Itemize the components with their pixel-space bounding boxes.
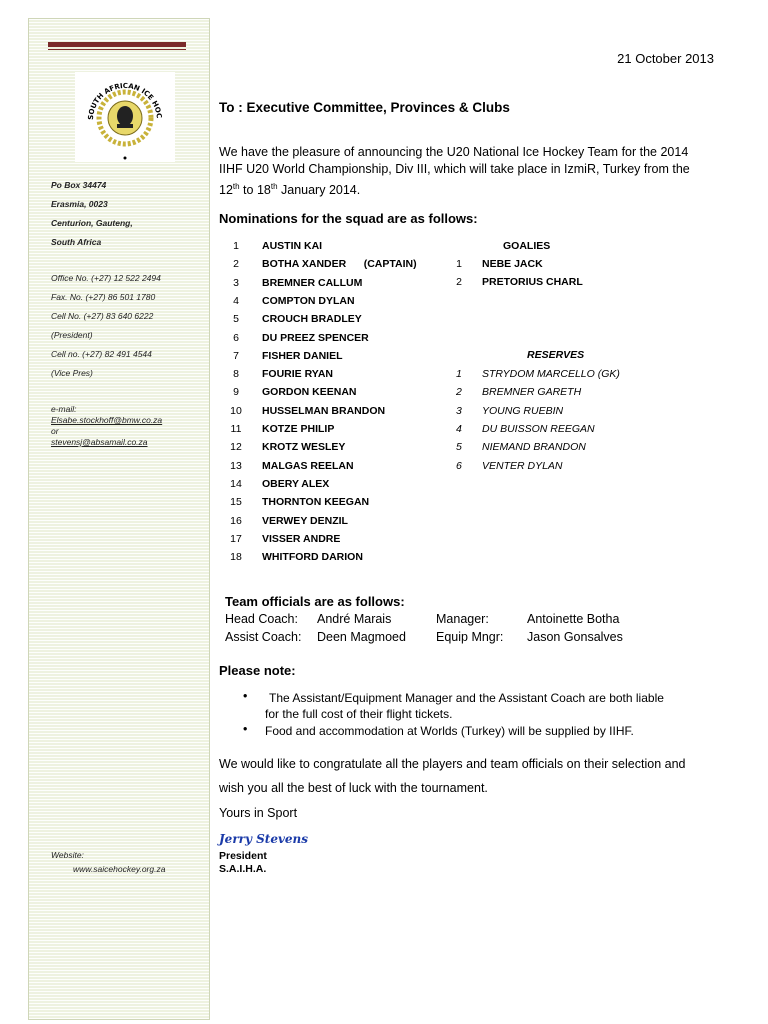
signatory-org: S.A.I.H.A. bbox=[219, 863, 267, 875]
squad-number: 15 bbox=[230, 496, 242, 509]
reserve-number: 4 bbox=[456, 422, 462, 435]
reserve-number: 1 bbox=[456, 368, 462, 380]
contact-line: (Vice Pres) bbox=[51, 368, 93, 378]
email-or: or bbox=[51, 426, 59, 436]
recipient-line: To : Executive Committee, Provinces & Clubs bbox=[219, 100, 510, 115]
ordinal-suffix: th bbox=[270, 182, 278, 191]
reserve-number: 5 bbox=[456, 441, 462, 454]
squad-player-name: WHITFORD DARION bbox=[262, 551, 363, 564]
yours-in-sport: Yours in Sport bbox=[219, 806, 298, 820]
note-1-line-2: for the full cost of their flight tickets. bbox=[265, 707, 453, 721]
squad-number: 10 bbox=[230, 404, 242, 417]
address-line: South Africa bbox=[51, 237, 102, 247]
letter-date: 21 October 2013 bbox=[617, 51, 714, 66]
association-logo bbox=[75, 72, 175, 162]
letterhead-bar-thin bbox=[48, 49, 186, 50]
nominations-heading: Nominations for the squad are as follows: bbox=[219, 211, 478, 226]
squad-number: 16 bbox=[230, 514, 242, 527]
squad-player-name: THORNTON KEEGAN bbox=[262, 496, 370, 509]
squad-player-name: HUSSELMAN BRANDON bbox=[262, 404, 386, 417]
head-coach-name: André Marais bbox=[317, 612, 392, 626]
reserve-name: YOUNG RUEBIN bbox=[482, 404, 564, 417]
reserve-name: NIEMAND BRANDON bbox=[482, 441, 586, 454]
manager-label: Manager: bbox=[436, 612, 489, 626]
squad-number: 11 bbox=[230, 423, 242, 435]
sidebar-website bbox=[51, 848, 165, 876]
squad-number: 4 bbox=[233, 294, 239, 307]
contact-line: (President) bbox=[51, 330, 93, 340]
intro-line: IIHF U20 World Championship, Div III, which will take place in IzmiR, Turkey from the bbox=[219, 162, 690, 176]
goalie-number: 1 bbox=[456, 258, 462, 270]
bullet-icon: • bbox=[243, 722, 248, 736]
closing-line: wish you all the best of luck with the tournament. bbox=[219, 781, 488, 795]
equip-manager-label: Equip Mngr: bbox=[436, 630, 504, 644]
equip-manager-name: Jason Gonsalves bbox=[527, 630, 623, 644]
date-tail: January 2014. bbox=[277, 183, 361, 198]
email-link-2[interactable]: stevensj@absamail.co.za bbox=[51, 437, 148, 447]
squad-player-name: FOURIE RYAN bbox=[262, 368, 333, 381]
signatory-title: President bbox=[219, 850, 267, 862]
assist-coach-label: Assist Coach: bbox=[225, 630, 302, 644]
goalie-name: NEBE JACK bbox=[482, 258, 543, 270]
manager-name: Antoinette Botha bbox=[527, 612, 620, 626]
squad-player-name: FISHER DANIEL bbox=[262, 349, 343, 362]
officials-heading: Team officials are as follows: bbox=[225, 594, 405, 609]
website-link[interactable]: www.saicehockey.org.za bbox=[73, 864, 166, 874]
intro-paragraph bbox=[219, 144, 719, 199]
assist-coach-name: Deen Magmoed bbox=[317, 630, 406, 644]
squad-number: 7 bbox=[233, 349, 239, 362]
squad-number: 2 bbox=[233, 258, 239, 271]
reserve-name: VENTER DYLAN bbox=[482, 459, 563, 472]
intro-line-3 bbox=[219, 178, 719, 199]
squad-number: 1 bbox=[233, 240, 239, 252]
contact-line: Cell No. (+27) 83 640 6222 bbox=[51, 311, 154, 321]
address-line: Centurion, Gauteng, bbox=[51, 218, 133, 228]
contact-line: Cell no. (+27) 82 491 4544 bbox=[51, 349, 152, 359]
squad-number: 6 bbox=[233, 331, 239, 344]
address-line: Po Box 34474 bbox=[51, 180, 107, 190]
note-heading: Please note: bbox=[219, 663, 296, 678]
date-mid: to 18 bbox=[239, 183, 271, 198]
goalies-heading: GOALIES bbox=[503, 240, 551, 252]
reserve-name: STRYDOM MARCELLO (GK) bbox=[482, 368, 620, 380]
sidebar-contacts bbox=[51, 269, 161, 383]
letterhead-bar bbox=[48, 42, 186, 47]
squad-player-name: COMPTON DYLAN bbox=[262, 294, 355, 307]
head-coach-label: Head Coach: bbox=[225, 612, 298, 626]
squad-number: 3 bbox=[233, 276, 239, 289]
contact-line: Office No. (+27) 12 522 2494 bbox=[51, 273, 161, 283]
squad-number: 5 bbox=[233, 313, 239, 326]
squad-player-name: CROUCH BRADLEY bbox=[262, 313, 362, 326]
sidebar-address bbox=[51, 176, 133, 252]
reserve-number: 3 bbox=[456, 404, 462, 417]
squad-player-name: GORDON KEENAN bbox=[262, 386, 357, 399]
squad-number: 8 bbox=[233, 368, 239, 381]
squad-player-name: DU PREEZ SPENCER bbox=[262, 331, 369, 344]
squad-player-name: MALGAS REELAN bbox=[262, 459, 354, 472]
squad-player-name: BREMNER CALLUM bbox=[262, 276, 363, 289]
squad-player-name: KOTZE PHILIP bbox=[262, 423, 335, 435]
closing-line: We would like to congratulate all the players and team officials on their selection and bbox=[219, 757, 686, 771]
sidebar-email bbox=[51, 404, 162, 448]
ordinal-suffix: th bbox=[232, 182, 240, 191]
squad-number: 13 bbox=[230, 459, 242, 472]
reserve-name: BREMNER GARETH bbox=[482, 386, 582, 399]
address-line: Erasmia, 0023 bbox=[51, 199, 108, 209]
intro-line: We have the pleasure of announcing the U20 National Ice Hockey Team for the 2014 bbox=[219, 145, 689, 159]
squad-player-name: VERWEY DENZIL bbox=[262, 514, 348, 527]
svg-text:SOUTH AFRICAN ICE HOCKEY ASSOC: SOUTH AFRICAN ICE HOC bbox=[86, 81, 164, 121]
squad-player-name: KROTZ WESLEY bbox=[262, 441, 346, 454]
squad-number: 9 bbox=[233, 386, 239, 399]
squad-number: 18 bbox=[230, 551, 242, 564]
bullet-icon: • bbox=[243, 689, 248, 703]
squad-player-name: AUSTIN KAI bbox=[262, 240, 323, 252]
squad-player-name: OBERY ALEX bbox=[262, 477, 330, 490]
reserve-number: 6 bbox=[456, 459, 462, 472]
squad-number: 14 bbox=[230, 477, 242, 490]
reserve-name: DU BUISSON REEGAN bbox=[482, 422, 595, 435]
signature: Jerry Stevens bbox=[219, 832, 309, 846]
reserves-heading: RESERVES bbox=[527, 349, 585, 361]
contact-line: Fax. No. (+27) 86 501 1780 bbox=[51, 292, 156, 302]
squad-player-name: BOTHA XANDER (CAPTAIN) bbox=[262, 258, 417, 271]
goalie-number: 2 bbox=[456, 276, 462, 289]
squad-player-name: VISSER ANDRE bbox=[262, 532, 341, 545]
date-start: 12 bbox=[219, 183, 233, 198]
website-label: Website: bbox=[51, 850, 84, 860]
goalie-name: PRETORIUS CHARL bbox=[482, 276, 583, 289]
email-label: e-mail: bbox=[51, 404, 77, 414]
squad-number: 17 bbox=[230, 532, 242, 545]
squad-number: 12 bbox=[230, 441, 242, 454]
email-link-1[interactable]: Elsabe.stockhoff@bmw.co.za bbox=[51, 415, 163, 425]
reserve-number: 2 bbox=[456, 386, 462, 399]
note-1-line-1: The Assistant/Equipment Manager and the Assistant Coach are both liable bbox=[269, 691, 664, 705]
note-2: Food and accommodation at Worlds (Turkey) will be supplied by IIHF. bbox=[265, 724, 634, 738]
